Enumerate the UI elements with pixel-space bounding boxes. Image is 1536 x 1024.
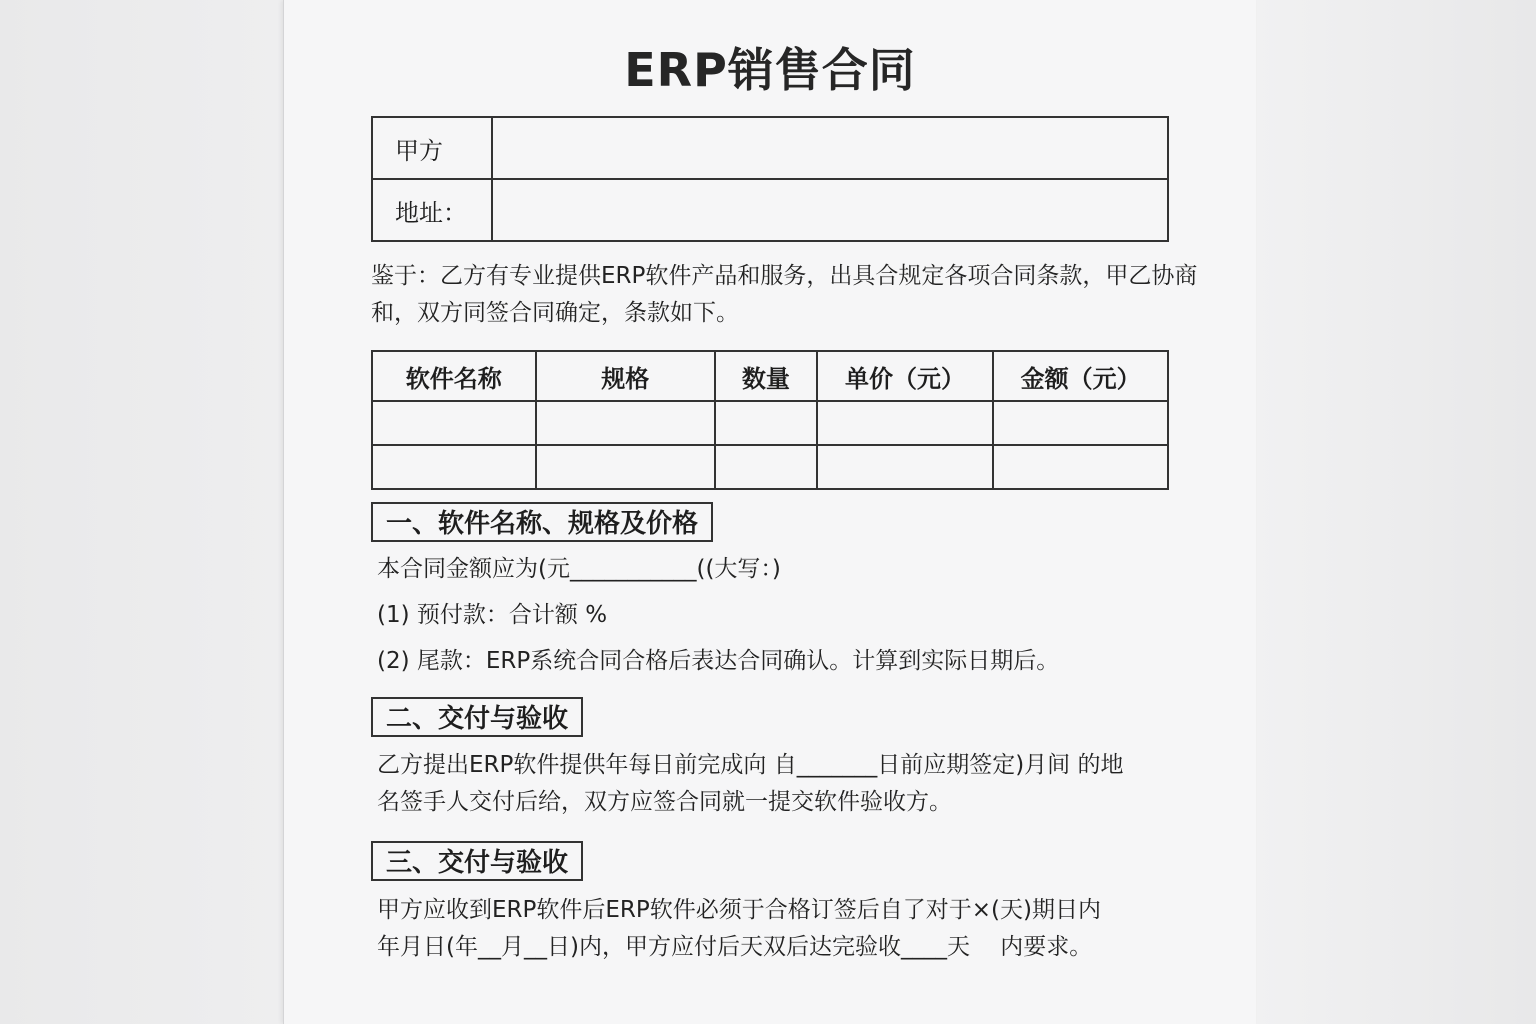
header-spec: 规格 [536,351,715,401]
header-amount: 金额（元） [993,351,1168,401]
table-cell[interactable] [536,401,715,445]
section-1-line-2: (1) 预付款：合计额 % [377,602,608,628]
section-3-line-2: 年月日(年__月__日)内，甲方应付后天双后达完验收____天 内要求。 [377,934,1093,960]
table-cell[interactable] [817,445,994,489]
address-row [372,179,1168,241]
section-2-line-2: 名签手人交付后给，双方应签合同就一提交软件验收方。 [377,789,952,815]
table-cell[interactable] [817,401,994,445]
contract-title: ERP销售合同 [624,43,916,97]
header-quantity: 数量 [715,351,817,401]
section-2-heading: 二、交付与验收 [371,697,583,737]
address-field[interactable] [492,179,1168,241]
table-cell[interactable] [372,401,536,445]
table-cell[interactable] [993,401,1168,445]
table-cell[interactable] [993,445,1168,489]
background-left [0,0,283,1024]
section-3-heading: 三、交付与验收 [371,841,583,881]
section-2-line-1: 乙方提出ERP软件提供年每日前完成向 自_______日前应期签定)月间 的地 [377,752,1124,778]
section-3-line-1: 甲方应收到ERP软件后ERP软件必须于合格订签后自了对于×(天)期日内 [377,897,1101,923]
table-cell[interactable] [372,445,536,489]
header-software-name: 软件名称 [372,351,536,401]
section-1-line-3: (2) 尾款：ERP系统合同合格后表达合同确认。计算到实际日期后。 [377,648,1060,674]
background-right [1255,0,1536,1024]
address-label: 地址： [372,179,492,241]
party-a-field[interactable] [492,117,1168,179]
section-1-line-1: 本合同金额应为(元___________((大写：) [377,556,781,582]
table-row [372,445,1168,489]
table-cell[interactable] [715,401,817,445]
party-a-row [372,117,1168,179]
party-a-label: 甲方 [372,117,492,179]
software-items-table [371,350,1169,490]
contract-page [283,0,1256,1024]
table-header-row [372,351,1168,401]
section-1-body [377,551,1059,680]
intro-line-2: 和，双方同签合同确定，条款如下。 [371,300,739,326]
table-cell[interactable] [715,445,817,489]
table-row [372,401,1168,445]
intro-line-1: 鉴于：乙方有专业提供ERP软件产品和服务，出具合规定各项合同条款，甲乙协商 [371,263,1198,289]
intro-paragraph [371,258,1197,332]
header-unit-price: 单价（元） [817,351,994,401]
section-1-heading: 一、软件名称、规格及价格 [371,502,713,542]
section-2-body [377,747,1123,821]
table-cell[interactable] [536,445,715,489]
party-info-table [371,116,1169,242]
section-3-body [377,892,1101,966]
